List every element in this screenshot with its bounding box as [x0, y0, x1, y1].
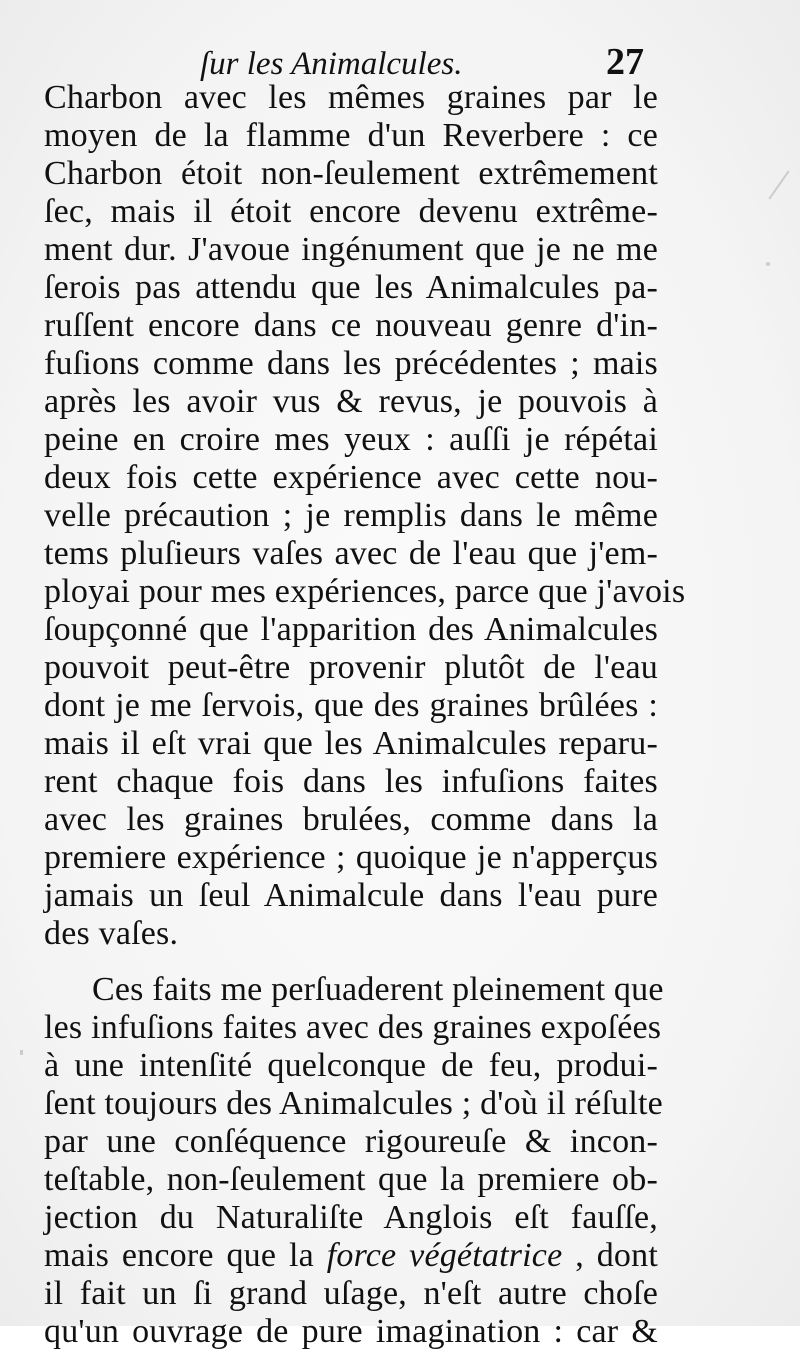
page-number: 27	[606, 41, 644, 83]
text-line: velle précaution ; je remplis dans le même	[44, 497, 658, 534]
text-line: fuſions comme dans les précédentes ; mais	[44, 345, 658, 382]
text-line-mixed	[44, 1236, 658, 1276]
text-line: pouvoit peut-être provenir plutôt de l'eau	[44, 649, 658, 686]
running-title: ſur les Animalcules.	[200, 46, 463, 82]
scan-speck	[20, 1050, 23, 1055]
text-line: tems pluſieurs vaſes avec de l'eau que j'em-	[44, 535, 658, 572]
text-line: il fait un ſi grand uſage, n'eſt autre choſe	[44, 1275, 658, 1312]
text-line: avec les graines brulées, comme dans la	[44, 801, 658, 838]
text-line: Charbon avec les mêmes graines par le	[44, 79, 658, 116]
text-line: à une intenſité quelconque de feu, produi-	[44, 1047, 658, 1084]
text-line: des vaſes.	[44, 915, 179, 952]
text-line: ployai pour mes expériences, parce que j'avois	[44, 573, 686, 610]
text-line: ment dur. J'avoue ingénument que je ne me	[44, 231, 658, 268]
text-line: teſtable, non-ſeulement que la premiere ob-	[44, 1161, 658, 1198]
text-line: jamais un ſeul Animalcule dans l'eau pure	[44, 877, 658, 914]
scan-speck	[766, 262, 770, 266]
text-line: rent chaque fois dans les infuſions faites	[44, 763, 658, 800]
text-line: moyen de la flamme d'un Reverbere : ce	[44, 117, 658, 154]
text-line: après les avoir vus & revus, je pouvois à	[44, 383, 658, 420]
text-line: dont je me ſervois, que des graines brûlées :	[44, 687, 658, 724]
text-line: par une conſéquence rigoureuſe & incon-	[44, 1123, 658, 1160]
text-line: Charbon étoit non-ſeulement extrêmement	[44, 155, 658, 192]
scan-speck	[768, 171, 789, 200]
text-line: les infuſions faites avec des graines expoſées	[44, 1009, 662, 1046]
text-line: Ces faits me perſuaderent pleinement que	[92, 971, 664, 1008]
text-line: peine en croire mes yeux : auſſi je répétai	[44, 421, 658, 458]
text-line: deux fois cette expérience avec cette nou-	[44, 459, 658, 496]
text-line: ſec, mais il étoit encore devenu extrême-	[44, 193, 658, 230]
text-line: mais il eſt vrai que les Animalcules reparu-	[44, 725, 658, 762]
italic-term: force végétatrice	[326, 1237, 563, 1274]
text-line: premiere expérience ; quoique je n'apperçus	[44, 839, 658, 876]
text-line: ſerois pas attendu que les Animalcules pa-	[44, 269, 658, 306]
text-line: qu'un ouvrage de pure imagination : car &	[44, 1313, 658, 1350]
text-line: ſent toujours des Animalcules ; d'où il réſulte	[44, 1085, 663, 1122]
text-line: ſoupçonné que l'apparition des Animalcules	[44, 611, 658, 648]
text-line: ruſſent encore dans ce nouveau genre d'in-	[44, 307, 658, 344]
text-run: , dont	[562, 1237, 658, 1274]
text-run: mais encore que la	[44, 1237, 327, 1274]
text-line: jection du Naturaliſte Anglois eſt fauſſe,	[44, 1199, 658, 1236]
